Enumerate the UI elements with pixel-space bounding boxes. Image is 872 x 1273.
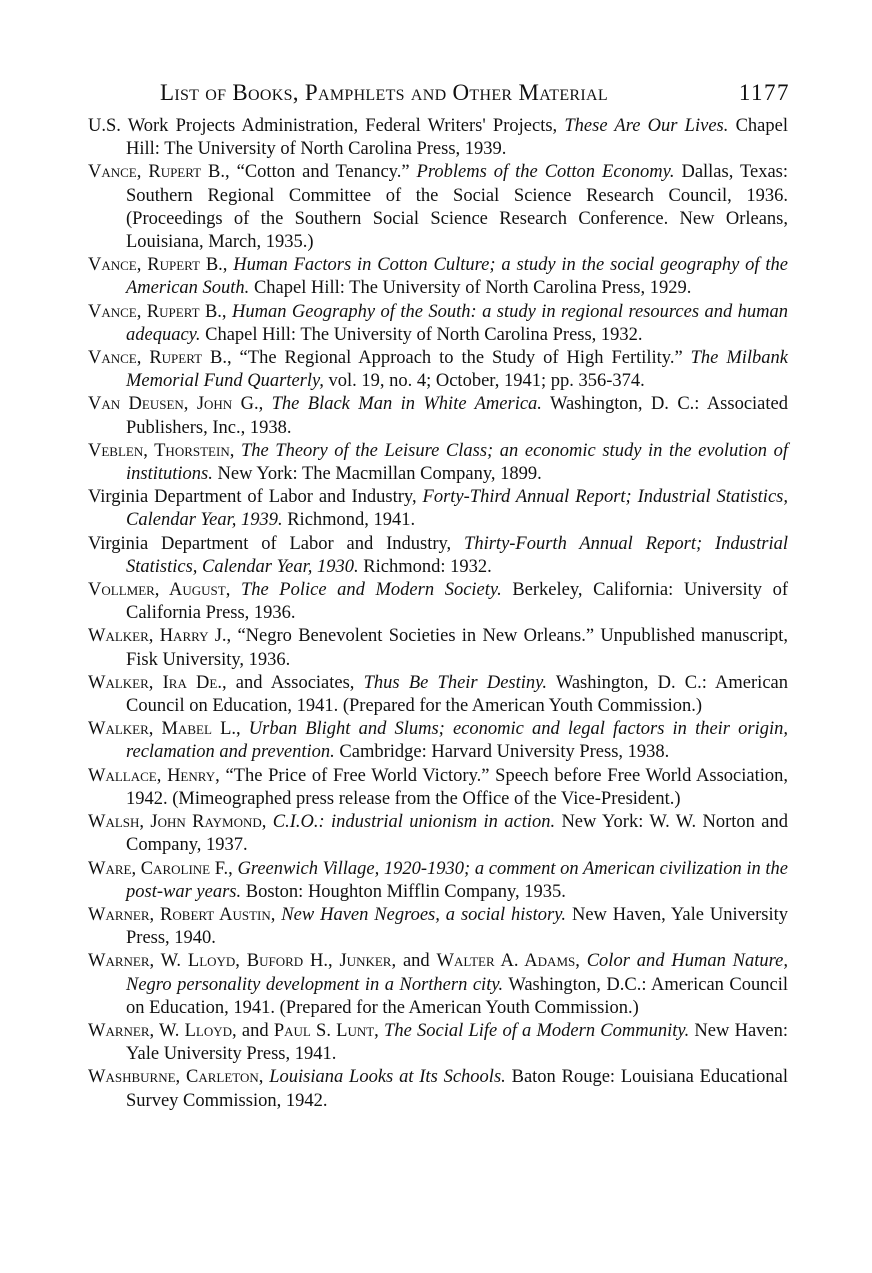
bibliography-entry xyxy=(88,765,788,811)
entry-text: Chapel Hill: The University of North Carolina Press, 1929. xyxy=(249,278,692,299)
entry-text: vol. 19, no. 4; October, 1941; pp. 356-374. xyxy=(323,371,645,392)
entry-title: Human Geography of the South: a study in regional resources and human adequacy. xyxy=(126,301,789,345)
bibliography-entry xyxy=(88,858,788,904)
entry-title: The Police and Modern Society. xyxy=(240,580,502,601)
entry-text: U.S. Work Projects Administration, Federal Writers' Projects, xyxy=(88,116,565,136)
bibliography-entry xyxy=(88,579,788,625)
entry-text: Chapel Hill: The University of North Carolina Press, 1932. xyxy=(200,324,643,345)
bibliography-entry xyxy=(88,625,788,671)
bibliography-entry xyxy=(88,393,788,439)
bibliography-entry xyxy=(88,254,788,300)
bibliography-entry xyxy=(88,1066,788,1112)
bibliography-entry xyxy=(88,718,788,764)
bibliography-entry xyxy=(88,904,788,950)
entry-title: C.I.O.: industrial unionism in action. xyxy=(272,812,556,833)
entry-text xyxy=(230,580,241,600)
bibliography-entry xyxy=(88,161,788,254)
entry-text: and xyxy=(396,951,437,972)
entry-text: New Haven: Yale University Press, 1941. xyxy=(126,1020,789,1065)
bibliography-entry xyxy=(88,347,788,393)
entry-text xyxy=(234,441,241,461)
entry-author: Paul S. Lunt, xyxy=(273,1020,379,1041)
bibliography-entry xyxy=(88,486,788,532)
bibliography-list xyxy=(88,115,788,1113)
entry-title: New Haven Negroes, a social history. xyxy=(281,904,567,925)
entry-text: Washington, D. C.: Associated Publishers, Inc., 1938. xyxy=(126,394,788,438)
entry-author: Vance, Rupert B., xyxy=(88,348,232,369)
entry-text: Virginia Department of Labor and Industry, xyxy=(88,533,465,554)
entry-text: Richmond, 1941. xyxy=(282,510,416,531)
bibliography-entry xyxy=(88,115,788,161)
bibliography-entry xyxy=(88,533,788,579)
entry-author: Washburne, Carleton, xyxy=(88,1067,264,1088)
bibliography-entry xyxy=(88,1020,788,1066)
bibliography-entry xyxy=(88,301,788,347)
entry-text: Washington, D. C.: American Council on Education, 1941. (Prepared for the American Youth Commission.) xyxy=(126,672,788,717)
entry-text: Dallas, Texas: Southern Regional Committee of the Social Science Research Council, 1936. (Proceedings of the Southern Social Science Research Conference. New Orleans, Louisiana, March, 1935.) xyxy=(126,162,789,253)
entry-text: “The Price of Free World Victory.” Speech before Free World Association, 1942. (Mimeographed press release from the Office of the Vice-President.) xyxy=(126,765,788,809)
entry-text: New York: The Macmillan Company, 1899. xyxy=(212,464,542,485)
bibliography-entry xyxy=(88,672,788,718)
entry-author: Walker, Ira De., xyxy=(88,672,227,693)
bibliography-entry xyxy=(88,440,788,486)
entry-author: Walsh, John Raymond, xyxy=(88,812,267,833)
entry-title: Thirty-Fourth Annual Report; Industrial Statistics, Calendar Year, 1930. xyxy=(126,533,788,577)
entry-text: Berkeley, California: University of California Press, 1936. xyxy=(126,580,789,624)
entry-text: Washington, D.C.: American Council on Education, 1941. (Prepared for the American Youth Commission.) xyxy=(126,974,789,1018)
entry-text: Chapel Hill: The University of North Carolina Press, 1939. xyxy=(126,116,788,160)
entry-text: Boston: Houghton Mifflin Company, 1935. xyxy=(241,881,566,902)
entry-text: New York: W. W. Norton and Company, 1937. xyxy=(126,812,788,856)
entry-text: New Haven, Yale University Press, 1940. xyxy=(126,904,789,949)
entry-author: Vance, Rupert B., xyxy=(88,301,227,322)
running-head-title: List of Books, Pamphlets and Other Material xyxy=(160,80,608,105)
entry-author: Vance, Rupert B., xyxy=(88,255,228,276)
entry-text: Virginia Department of Labor and Industry, xyxy=(88,487,423,508)
entry-author: Warner, Robert Austin, xyxy=(88,904,276,925)
entry-text xyxy=(263,394,271,414)
entry-text: Baton Rouge: Louisiana Educational Survey Commission, 1942. xyxy=(126,1067,789,1111)
entry-text: “The Regional Approach to the Study of High Fertility.” xyxy=(231,348,691,369)
entry-author: Walker, Harry J., xyxy=(88,626,232,647)
entry-title: The Black Man in White America. xyxy=(271,394,542,415)
entry-text: “Cotton and Tenancy.” xyxy=(229,162,417,183)
entry-title: The Social Life of a Modern Community. xyxy=(384,1020,690,1041)
bibliography-entry xyxy=(88,811,788,857)
entry-title: Greenwich Village, 1920-1930; a comment on American civilization in the post-war years. xyxy=(126,858,788,902)
bibliography-entry xyxy=(88,950,788,1020)
entry-text: Richmond: 1932. xyxy=(358,556,492,577)
entry-author: Walker, Mabel L., xyxy=(88,719,241,740)
entry-title: Louisiana Looks at Its Schools. xyxy=(269,1067,506,1088)
entry-author: Wallace, Henry, xyxy=(88,765,220,786)
entry-author: Walter A. Adams, xyxy=(436,951,580,972)
entry-author: Vollmer, August, xyxy=(88,580,231,601)
entry-title: Urban Blight and Slums; economic and legal factors in their origin, reclamation and prevention. xyxy=(126,719,789,763)
entry-author: Warner, W. Lloyd, Buford H., Junker, xyxy=(88,951,397,972)
entry-text: Cambridge: Harvard University Press, 1938. xyxy=(334,742,670,763)
page-number: 1177 xyxy=(738,80,790,105)
entry-author: Vance, Rupert B., xyxy=(88,162,230,183)
entry-author: Van Deusen, John G., xyxy=(88,394,264,415)
entry-author: Ware, Caroline F., xyxy=(88,858,233,879)
entry-author: Warner, W. Lloyd, xyxy=(88,1020,237,1041)
entry-text: and Associates, xyxy=(226,672,364,693)
entry-text xyxy=(580,951,587,971)
entry-author: Veblen, Thorstein, xyxy=(88,440,235,461)
entry-title: Color and Human Nature, Negro personality development in a Northern city. xyxy=(126,951,788,995)
entry-text xyxy=(241,719,249,739)
entry-text: and xyxy=(236,1020,274,1041)
entry-title: Problems of the Cotton Economy. xyxy=(416,162,675,183)
entry-title: Thus Be Their Destiny. xyxy=(363,672,547,693)
entry-title: These Are Our Lives. xyxy=(564,116,729,136)
entry-title: Human Factors in Cotton Culture; a study in the social geography of the American South. xyxy=(126,255,789,299)
entry-title: The Milbank Memorial Fund Quarterly, xyxy=(126,348,788,392)
running-head xyxy=(160,80,790,110)
entry-text: “Negro Benevolent Societies in New Orleans.” Unpublished manuscript, Fisk University, 1936. xyxy=(126,626,788,670)
entry-title: The Theory of the Leisure Class; an economic study in the evolution of institutions. xyxy=(126,440,789,485)
entry-title: Forty-Third Annual Report; Industrial Statistics, Calendar Year, 1939. xyxy=(126,487,788,531)
